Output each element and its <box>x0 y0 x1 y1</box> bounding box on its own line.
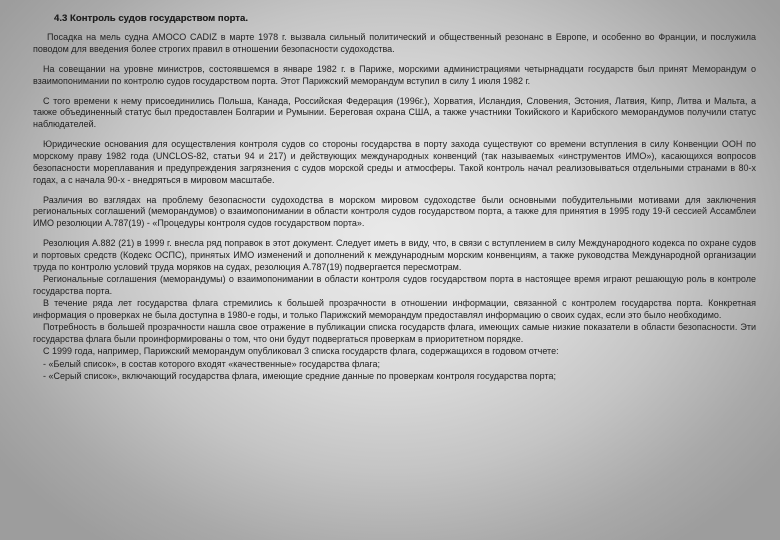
paragraph-members: С того времени к нему присоединились Польша, Канада, Российская Федерация (1996г.), Хорватия, Исландия, Словения, Эстония, Латвия, Кипр, Литва и Мальта, а также объединенный статус был предоставлен Болгарии и Румынии. Береговая охрана США, а также участники Токийского и Карибского меморандумов получили статус наблюдателей. <box>33 95 756 130</box>
paragraph-memoranda-role: Региональные соглашения (меморандумы) о взаимопонимании в области контроля судов государством порта в настоящее время играют решающую роль в контроле государства порта. <box>33 273 756 296</box>
paragraph-amoco-cadiz: Посадка на мель судна AMOCO CADIZ в марте 1978 г. вызвала сильный политический и общественный резонанс в Европе, и особенно во Франции, и послужила поводом для введения более строгих правил в отношении безопасности судоходства. <box>33 32 756 54</box>
paragraph-resolution-a882: Резолюция А.882 (21) в 1999 г. внесла ряд поправок в этот документ. Следует иметь в виду, что, в связи с вступлением в силу Международного кодекса по охране судов и портовых средств (Кодекс ОСПС), принятых ИМО изменений и дополнений к международным морским конвенциям, а также руководства Международной организации труда по контролю условий труда моряков на судах, резолюция А.787(19) подвергается пересмотрам. <box>33 238 756 272</box>
paragraph-flag-states: Потребность в большей прозрачности нашла свое отражение в публикации списка государств флага, имеющих самые низкие показатели в области безопасности. Эти государства флага были проинформированы о том, что они будут подвергаться проверкам в приоритетном порядке. <box>33 322 756 344</box>
list-item-white-list: - «Белый список», в состав которого входят «качественные» государства флага; <box>43 358 381 369</box>
paragraph-three-lists: С 1999 года, например, Парижский меморандум опубликовал 3 списка государств флага, содержащихся в годовом отчете: <box>43 346 559 357</box>
list-item-grey-list: - «Серый список», включающий государства флага, имеющие средние данные по проверкам контроля государства порта; <box>43 370 556 381</box>
paragraph-regional-agreements: Различия во взглядах на проблему безопасности судоходства в морском мировом судоходстве были основными побудительными мотивами для заключения региональных соглашений (меморандумов) о взаимопонимании в области контроля судов государством порта, а также для принятия в 1995 году 19-й сессией Ассамблеи ИМО резолюции А.787(19) - «Процедуры контроля судов государством порта». <box>33 194 756 229</box>
paragraph-legal-basis: Юридические основания для осуществления контроля судов со стороны государства в порту захода существуют со времени вступления в силу Конвенции ООН по морскому праву 1982 года (UNCLOS-82, статьи 94 и 217) и действующих международных конвенций (так называемых «инструментов ИМО»), касающихся вопросов безопасности мореплавания и предупреждения загрязнения с судов морской среды и атмосферы. Такой контроль начал реализовываться отдельными странами в 80-х годах, а с начала 90-х - внедряться в мировом масштабе. <box>33 139 756 185</box>
paragraph-transparency: В течение ряда лет государства флага стремились к большей прозрачности в отношении информации, связанной с контролем государства порта. Конкретная информация о проверках не была доступна в 1980-е годы, и только Парижский меморандум предоставлял информацию о своих судах, если это было необходимо. <box>33 298 756 320</box>
paragraph-paris-meeting: На совещании на уровне министров, состоявшемся в январе 1982 г. в Париже, морскими администрациями четырнадцати государств был принят Меморандум о взаимопонимании по контролю судов государством порта. Этот Парижский меморандум вступил в силу 1 июля 1982 г. <box>33 63 756 86</box>
section-title: 4.3 Контроль судов государством порта. <box>54 13 249 24</box>
